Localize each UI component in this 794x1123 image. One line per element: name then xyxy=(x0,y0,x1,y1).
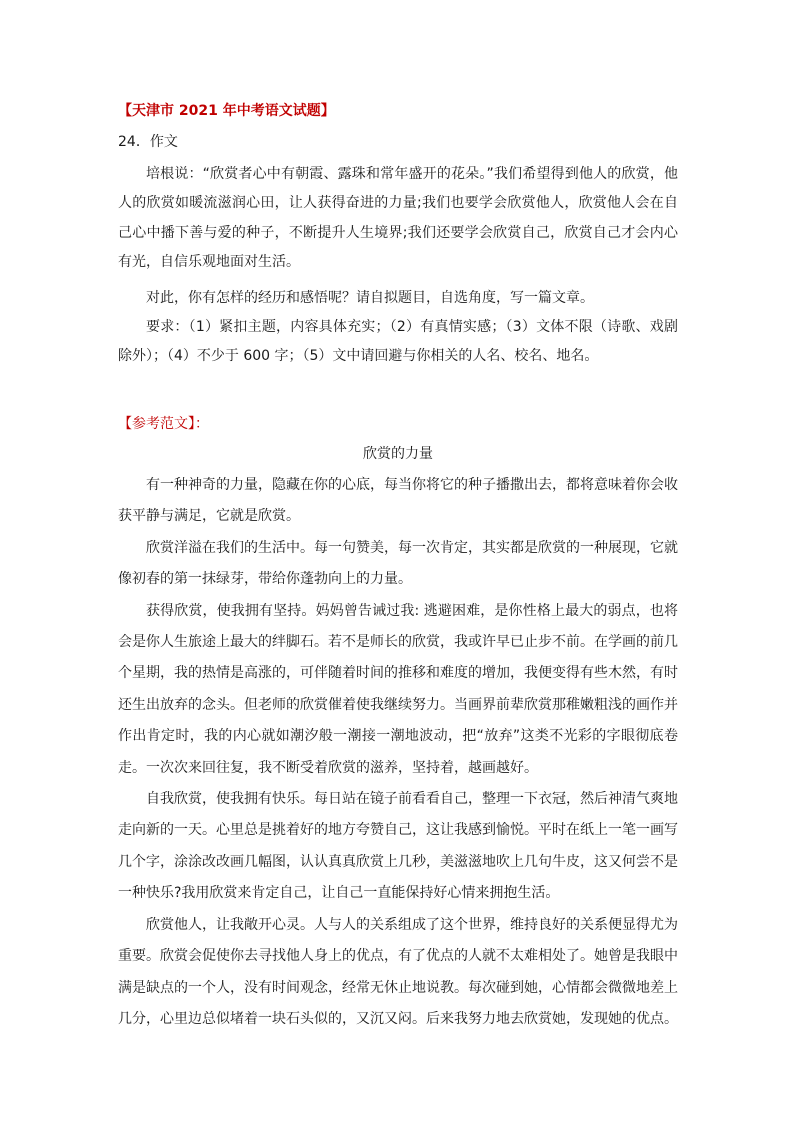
essay-paragraph: 欣赏他人，让我敞开心灵。人与人的关系组成了这个世界，维持良好的关系便显得尤为重要。欣赏会促使你去寻找他人身上的优点，有了优点的人就不太难相处了。她曾是我眼中满是缺点的一个人，没有时间观念，经常无休止地说教。每次碰到她，心情都会微微地差上几分，心里边总似堵着一块石头似的，又沉又闷。后来我努力地去欣赏她，发现她的优点。 xyxy=(118,916,678,1027)
essay-paragraph: 自我欣赏，使我拥有快乐。每日站在镜子前看看自己，整理一下衣冠，然后神清气爽地走向新的一天。心里总是挑着好的地方夸赞自己，这让我感到愉悦。平时在纸上一笔一画写几个字，涂涂改改画几幅图，认认真真欣赏上几秒，美滋滋地吹上几句牛皮，这又何尝不是一种快乐?我用欣赏来肯定自己，让自己一直能保持好心情来拥抱生活。 xyxy=(118,791,678,902)
prompt-requirements: 要求：（1）紧扣主题，内容具体充实；（2）有真情实感；（3）文体不限（诗歌、戏剧除外）；（4）不少于 600 字；（5）文中请回避与你相关的人名、校名、地名。 xyxy=(118,319,678,365)
prompt-quote-paragraph: 培根说：“欣赏者心中有朝霞、露珠和常年盛开的花朵。”我们希望得到他人的欣赏，他人的欣赏如暖流滋润心田，让人获得奋进的力量;我们也要学会欣赏他人，欣赏他人会在自己心中播下善与爱的种子，不断提升人生境界;我们还要学会欣赏自己，欣赏自己才会内心有光，自信乐观地面对生活。 xyxy=(118,166,678,271)
essay-paragraph: 获得欣赏，使我拥有坚持。妈妈曾告诫过我: 逃避困难，是你性格上最大的弱点，也将会是你人生旅途上最大的绊脚石。若不是师长的欣赏，我或许早已止步不前。在学画的前几个星期，我的热情是高涨的，可伴随着时间的推移和难度的增加，我便变得有些木然，有时还生出放弃的念头。但老师的欣赏催着使我继续努力。当画界前辈欣赏那稚嫩粗浅的画作并作出肯定时，我的内心就如潮汐般一潮接一潮地波动，把“放弃”这类不光彩的字眼彻底卷走。一次次来回往复，我不断受着欣赏的滋养，坚持着，越画越好。 xyxy=(118,602,678,776)
essay-body xyxy=(118,470,678,1035)
question-number: 24．作文 xyxy=(118,134,178,150)
essay-paragraph: 欣赏洋溢在我们的生活中。每一句赞美，每一次肯定，其实都是欣赏的一种展现，它就像初春的第一抹绿芽，带给你蓬勃向上的力量。 xyxy=(118,539,678,588)
reference-essay-label: 【参考范文】： xyxy=(118,416,209,432)
exam-source-label: 【天津市 2021 年中考语文试题】 xyxy=(118,103,335,119)
essay-title: 欣赏的力量 xyxy=(363,446,433,462)
prompt-task: 对此，你有怎样的经历和感悟呢？请自拟题目，自选角度，写一篇文章。 xyxy=(146,290,594,306)
essay-paragraph: 有一种神奇的力量，隐藏在你的心底，每当你将它的种子播撒出去，都将意味着你会收获平静与满足，它就是欣赏。 xyxy=(118,477,678,525)
